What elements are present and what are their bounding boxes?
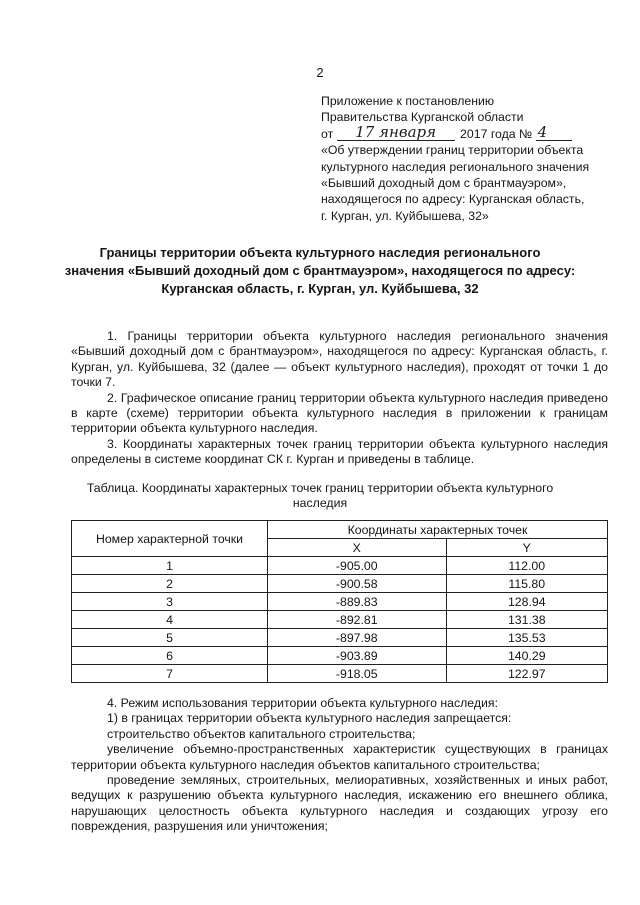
table-row bbox=[72, 557, 608, 575]
point-number: 4 bbox=[72, 611, 268, 629]
header-coordinates: Координаты характерных точек bbox=[268, 521, 608, 539]
appendix-subject-line: «Об утверждении границ территории объекта bbox=[321, 143, 584, 158]
section-4-item: проведение земляных, строительных, мелиоративных, хозяйственных и иных работ, ведущих к разрушению объекта культурного наследия, искажению его внешнего облика, нарушающих целостность объекта культурного наследия и создающих угрозу его повреждения, разрушения или уничтожения; bbox=[71, 773, 608, 834]
coord-y: 122.97 bbox=[446, 665, 607, 683]
coord-x: -900.58 bbox=[268, 575, 447, 593]
intro-paragraphs bbox=[71, 329, 608, 468]
table-row bbox=[72, 647, 608, 665]
table-row bbox=[72, 575, 608, 593]
section-4-item: 1) в границах территории объекта культурного наследия запрещается: bbox=[107, 711, 512, 726]
header-point-number: Номер характерной точки bbox=[72, 521, 268, 557]
appendix-subject-line: г. Курган, ул. Куйбышева, 32» bbox=[321, 208, 489, 223]
point-number: 1 bbox=[72, 557, 268, 575]
section-4-item: увеличение объемно-пространственных характеристик существующих в границах территории объекта культурного наследия объектов капитального строительства; bbox=[71, 742, 608, 772]
page-number: 2 bbox=[316, 65, 324, 80]
handwritten-date: 17 января bbox=[337, 125, 455, 141]
table-row bbox=[72, 665, 608, 683]
header-y: Y bbox=[446, 539, 607, 557]
coord-y: 115.80 bbox=[446, 575, 607, 593]
coord-x: -897.98 bbox=[268, 629, 447, 647]
paragraph-2: 2. Графическое описание границ территории объекта культурного наследия приведено в карте (схеме) территории объекта культурного наследия в приложении к границам территории объекта культурного наследия. bbox=[71, 390, 608, 436]
coord-x: -918.05 bbox=[268, 665, 447, 683]
appendix-line: Правительства Курганской области bbox=[321, 110, 524, 125]
coord-x: -889.83 bbox=[268, 593, 447, 611]
point-number: 6 bbox=[72, 647, 268, 665]
table-row bbox=[72, 611, 608, 629]
paragraph-1: 1. Границы территории объекта культурного наследия регионального значения «Бывший доходный дом с брантмауэром», находящегося по адресу: Курганская область, г. Курган, ул. Куйбышева, 32 (далее — объект культурного наследия), проходят от точки 1 до точки 7. bbox=[71, 329, 608, 390]
point-number: 3 bbox=[72, 593, 268, 611]
appendix-subject-line: находящегося по адресу: Курганская область, bbox=[321, 192, 585, 207]
title-line: Границы территории объекта культурного наследия регионального bbox=[99, 245, 541, 260]
coord-y: 135.53 bbox=[446, 629, 607, 647]
coord-x: -905.00 bbox=[268, 557, 447, 575]
point-number: 5 bbox=[72, 629, 268, 647]
table-row bbox=[72, 593, 608, 611]
appendix-block bbox=[321, 93, 621, 224]
date-prefix: от bbox=[321, 126, 334, 141]
section-4-item: строительство объектов капитального строительства; bbox=[107, 726, 416, 741]
coord-y: 112.00 bbox=[446, 557, 607, 575]
title-line: Курганская область, г. Курган, ул. Куйбышева, 32 bbox=[161, 281, 479, 296]
table-row bbox=[72, 629, 608, 647]
coord-y: 140.29 bbox=[446, 647, 607, 665]
appendix-subject-line: «Бывший доходный дом с брантмауэром», bbox=[321, 176, 567, 191]
title-line: значения «Бывший доходный дом с брантмауэром», находящегося по адресу: bbox=[64, 263, 576, 278]
point-number: 2 bbox=[72, 575, 268, 593]
appendix-date-line bbox=[321, 122, 621, 142]
header-x: X bbox=[268, 539, 447, 557]
coord-y: 131.38 bbox=[446, 611, 607, 629]
coord-y: 128.94 bbox=[446, 593, 607, 611]
point-number: 7 bbox=[72, 665, 268, 683]
paragraph-3: 3. Координаты характерных точек границ территории объекта культурного наследия определены в системе координат СК г. Курган и приведены в таблице. bbox=[71, 436, 608, 467]
coord-x: -892.81 bbox=[268, 611, 447, 629]
section-4 bbox=[71, 696, 608, 835]
coordinates-table bbox=[71, 520, 608, 683]
handwritten-number: 4 bbox=[536, 125, 572, 141]
table-caption: Таблица. Координаты характерных точек границ территории объекта культурного наследия bbox=[86, 481, 554, 511]
appendix-subject-line: культурного наследия регионального значения bbox=[321, 159, 590, 174]
appendix-line: Приложение к постановлению bbox=[321, 94, 495, 108]
document-title bbox=[50, 244, 590, 298]
year-text: 2017 года № bbox=[460, 126, 533, 141]
section-4-heading: 4. Режим использования территории объекта культурного наследия: bbox=[107, 696, 498, 710]
coord-x: -903.89 bbox=[268, 647, 447, 665]
